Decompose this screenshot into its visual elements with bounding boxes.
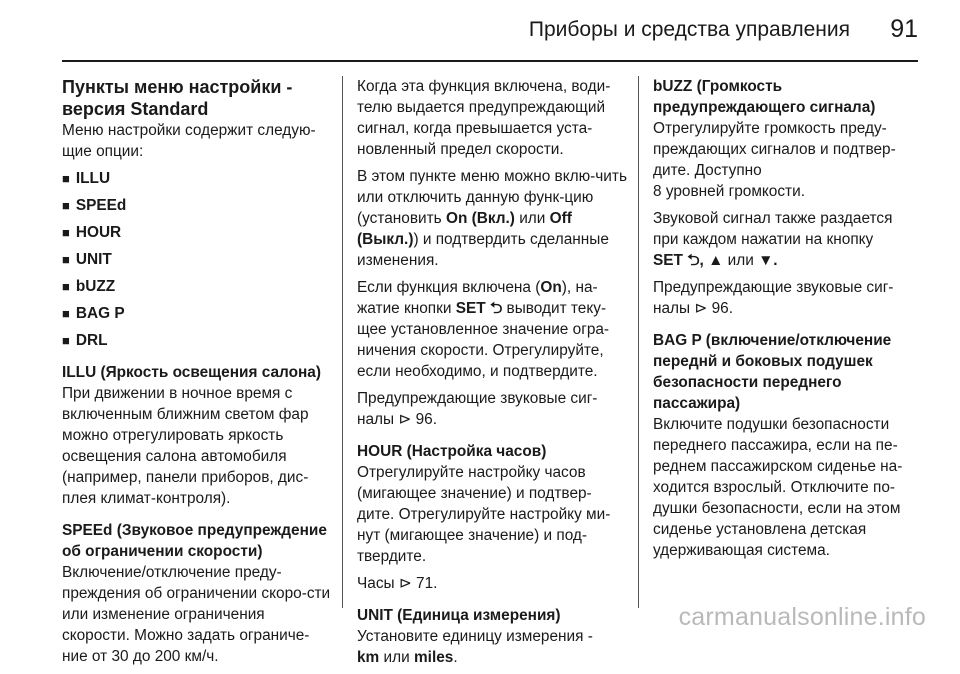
unit-heading: UNIT (Единица измерения) [357, 607, 561, 624]
reference-arrow-icon: ⊳ [694, 300, 708, 317]
list-item: ■ BAG P [62, 305, 125, 322]
speed-toggle-text: В этом пункте меню можно вклю-чить или отключить данную функ-цию (установить On (Вкл.) или Off (Выкл.)) и подтвердить сделанные изменения. [357, 168, 627, 269]
list-item: ■ bUZZ [62, 278, 116, 295]
list-item: ■ DRL [62, 332, 108, 349]
page-number: 91 [890, 15, 918, 43]
bullet-icon: ■ [62, 171, 70, 186]
bag-text: Включите подушки безопасности переднего пассажира, если на пе-реднем пассажирском сиденье на-ходится взрослый. Отключите по-душки безопасности, если на этом сиденье установлена детская удерживающая система. [653, 416, 903, 559]
cross-reference: Часы ⊳ 71. [357, 575, 438, 592]
set-button-label: SET ⮌ [455, 300, 503, 317]
column-1 [62, 76, 332, 673]
speed-text: Включение/отключение преду-преждения об ограничении скоро-сти или изменение ограничения скорости. Можно задать ограниче-ние от 30 до 200 км/ч. [62, 564, 331, 665]
illu-heading: ILLU (Яркость освещения салона) [62, 364, 321, 381]
column-divider [342, 76, 343, 608]
speed-heading: SPEEd (Звуковое предупреждение об ограничении скорости) [62, 522, 327, 560]
bullet-icon: ■ [62, 252, 70, 267]
bullet-icon: ■ [62, 225, 70, 240]
bullet-icon: ■ [62, 333, 70, 348]
unit-text: Установите единицу измерения - km или miles. [357, 628, 593, 666]
speed-set-text: Если функция включена (On), на-жатие кнопки SET ⮌ выводит теку-щее установленное значение огра-ничения скорости. Отрегулируйте, если необходимо, и подтвердите. [357, 279, 610, 380]
column-divider [638, 76, 639, 608]
bullet-icon: ■ [62, 198, 70, 213]
options-list [62, 168, 332, 351]
header-title: Приборы и средства управления [528, 18, 850, 41]
bullet-icon: ■ [62, 306, 70, 321]
column-2 [357, 76, 627, 674]
page-header [0, 0, 960, 62]
cross-reference: Предупреждающие звуковые сиг-налы ⊳ 96. [653, 279, 894, 317]
bag-heading: BAG P (включение/отключение переднй и боковых подушек безопасности переднего пассажира) [653, 332, 892, 412]
cross-reference: Предупреждающие звуковые сиг-налы ⊳ 96. [357, 390, 598, 428]
buzz-heading: bUZZ (Громкость предупреждающего сигнала) [653, 78, 876, 116]
list-item: ■ UNIT [62, 251, 112, 268]
watermark: carmanualsonline.info [678, 603, 926, 631]
reference-arrow-icon: ⊳ [398, 575, 412, 592]
column-3 [653, 76, 921, 567]
speed-warning-text: Когда эта функция включена, води-телю выдается предупреждающий сигнал, когда превышается уста-новленный предел скорости. [357, 78, 611, 158]
buzz-button-text: Звуковой сигнал также раздается при каждом нажатии на кнопку SET ⮌, ▲ или ▼. [653, 210, 893, 269]
hour-heading: HOUR (Настройка часов) [357, 443, 547, 460]
bullet-icon: ■ [62, 279, 70, 294]
section-heading: Пункты меню настройки - версия Standard [62, 77, 293, 119]
reference-arrow-icon: ⊳ [398, 411, 412, 428]
set-button-label: SET ⮌ [653, 252, 700, 269]
list-item: ■ HOUR [62, 224, 122, 241]
intro-text: Меню настройки содержит следую-щие опции: [62, 122, 316, 160]
buzz-text: Отрегулируйте громкость преду-преждающих сигналов и подтвер-дите. Доступно 8 уровней громкости. [653, 120, 896, 200]
hour-text: Отрегулируйте настройку часов (мигающее значение) и подтвер-дите. Отрегулируйте настройку ми-нут (мигающее значение) и под-твердите. [357, 464, 611, 565]
list-item: ■ SPEEd [62, 197, 127, 214]
illu-text: При движении в ночное время с включенным ближним светом фар можно отрегулировать яркость освещения салона автомобиля (например, панели приборов, дис-плея климат-контроля). [62, 385, 309, 507]
header-rule [62, 60, 918, 62]
list-item: ■ ILLU [62, 170, 111, 187]
